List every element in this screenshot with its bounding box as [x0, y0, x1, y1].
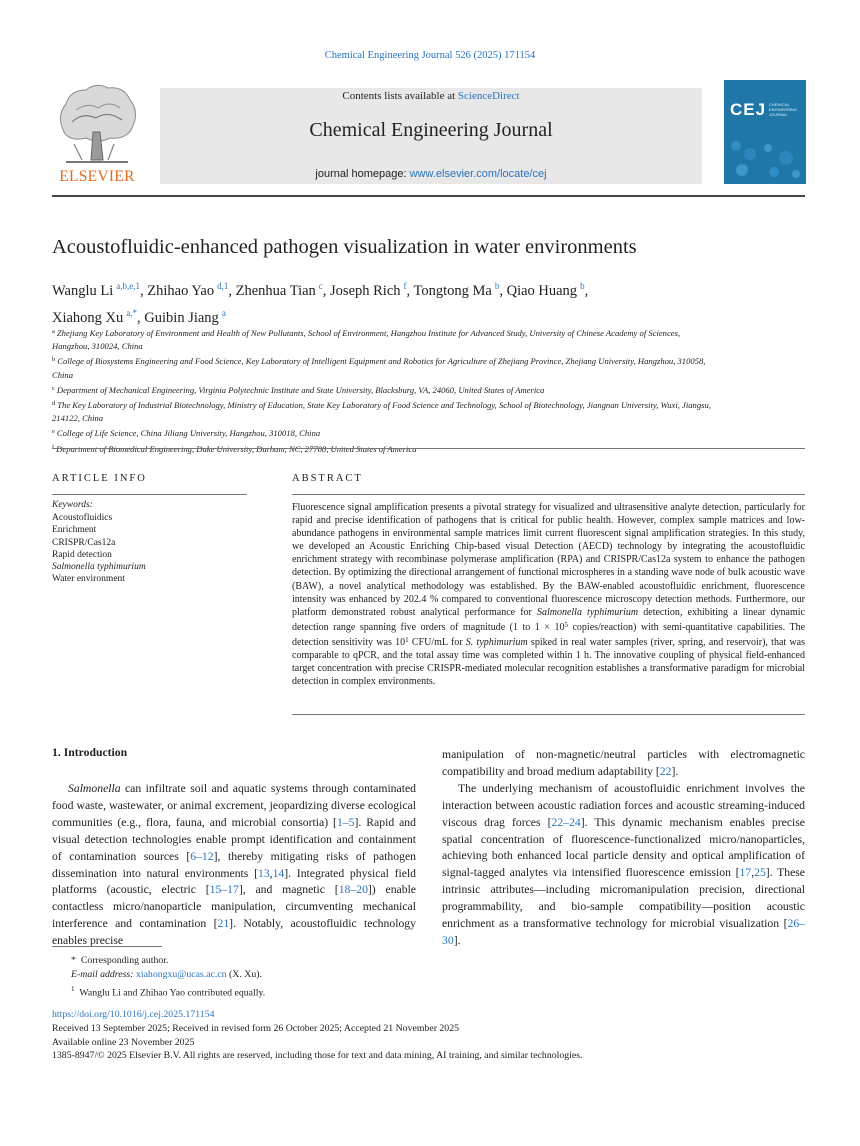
- email-note: [52, 968, 265, 982]
- journal-reference-link[interactable]: Chemical Engineering Journal 526 (2025) 171154: [324, 50, 536, 61]
- email-label: E-mail address:: [71, 969, 136, 980]
- abstract-part: copies/reaction) with semi-quantitative capabilities. The detection sensitivity was 10: [292, 621, 806, 648]
- abstract-heading: ABSTRACT: [292, 473, 363, 484]
- author-separator: ,: [228, 283, 236, 299]
- author-affiliation-marks[interactable]: a,*: [126, 308, 138, 318]
- homepage-link[interactable]: www.elsevier.com/locate/cej: [409, 168, 547, 180]
- intro-left-column: [52, 781, 416, 950]
- intro-text: ], thereby mitigating risks of pathogen dissemination into natural environments [: [52, 849, 416, 880]
- author-separator: ,: [499, 283, 507, 299]
- intro-text: ]) enable contactless micro/nanoparticle manipulation, circumventing mechanical interference and contamination [: [52, 883, 416, 931]
- author-affiliation-marks[interactable]: f: [403, 281, 407, 291]
- sciencedirect-link[interactable]: ScienceDirect: [457, 90, 520, 102]
- intro-text: ]. These intrinsic attributes—including micromanipulation precision, directional programmability, and bio-sample compatibility—position acoustic enrichment as a transformative technology for microbial visualization [: [442, 866, 805, 931]
- intro-text: ,: [269, 866, 273, 880]
- author-affiliation-marks[interactable]: b: [580, 281, 585, 291]
- keyword-item: Acoustofluidics: [52, 513, 113, 523]
- author-separator: ,: [406, 283, 414, 299]
- affiliations: [52, 325, 712, 456]
- author-name[interactable]: Zhihao Yao: [147, 283, 215, 299]
- affiliation-key: c: [52, 384, 55, 392]
- keyword-item: Salmonella typhimurium: [52, 562, 146, 573]
- intro-right-column: [442, 747, 805, 950]
- article-info-heading: ARTICLE INFO: [52, 473, 147, 484]
- affiliation-key: f: [52, 443, 55, 451]
- author-list: [52, 275, 812, 329]
- citation-link[interactable]: 15–17: [209, 883, 239, 897]
- footnote-text: (X. Xu).: [226, 969, 262, 980]
- copyright-line: 1385-8947/© 2025 Elsevier B.V. All rights are reserved, including those for text and data mining, AI training, and similar technologies.: [52, 1050, 583, 1062]
- abstract-part: CFU/mL for: [408, 636, 466, 648]
- journal-name: Chemical Engineering Journal: [309, 119, 553, 141]
- citation-link[interactable]: 21: [217, 917, 230, 931]
- footnote-mark: 1: [71, 985, 75, 993]
- intro-text: ]. This dynamic mechanism enables precise spatial concentration of fluorescence-functionalized micro/nanoparticles, achieving both enhanced local particle density and optical amplification of signal-tagged analytes via intensified fluorescence emission [: [442, 815, 805, 880]
- citation-link[interactable]: 22: [659, 764, 672, 778]
- homepage-prefix: journal homepage:: [315, 168, 410, 180]
- footnotes: [52, 954, 265, 1000]
- footnote-mark: *: [71, 955, 76, 966]
- publication-info: [52, 1008, 582, 1063]
- doi-link[interactable]: https://doi.org/10.1016/j.cej.2025.171154: [52, 1009, 215, 1020]
- cover-acronym: CEJ: [730, 100, 767, 119]
- intro-paragraph: [442, 781, 805, 950]
- abstract-part: detection, exhibiting a linear dynamic detection range spanning five orders of magnitude (1 to 1 × 10: [292, 606, 805, 633]
- abstract-italic: S. typhimurium: [465, 636, 528, 648]
- intro-text: ].: [453, 933, 461, 947]
- keywords-list: [52, 512, 146, 586]
- author-separator: ,: [140, 283, 148, 299]
- author-name[interactable]: Guibin Jiang: [144, 310, 219, 326]
- citation-link[interactable]: 22–24: [551, 815, 581, 829]
- author-affiliation-marks[interactable]: d,1: [217, 281, 229, 291]
- article-title: Acoustofluidic-enhanced pathogen visualization in water environments: [52, 236, 637, 258]
- keyword-item: CRISPR/Cas12a: [52, 537, 116, 548]
- equal-contribution-note: [52, 982, 265, 1000]
- intro-text: ].: [671, 764, 679, 778]
- intro-paragraph: [442, 747, 805, 781]
- affiliation-text: Department of Mechanical Engineering, Virginia Polytechnic Institute and State University, Blacksburg, VA, 24060, United States of America: [56, 384, 545, 395]
- citation-link[interactable]: 18–20: [338, 883, 368, 897]
- affiliation-item: [52, 425, 712, 440]
- author-name[interactable]: Zhenhua Tian: [235, 283, 316, 299]
- cover-small-text: CHEMICAL ENGINEERING JOURNAL: [769, 102, 798, 117]
- author-name[interactable]: Joseph Rich: [330, 283, 401, 299]
- intro-text: ]. Notably, acoustofluidic technology enables precise: [52, 917, 416, 948]
- intro-paragraph: [52, 781, 416, 950]
- intro-text: ]. Rapid and visual detection technologies enable prompt identification and containment of contamination sources [: [52, 815, 416, 863]
- citation-link[interactable]: 17: [739, 866, 752, 880]
- affiliation-text: Department of Biomedical Engineering, Duke University, Durham, NC, 27708, United States of America: [56, 443, 417, 454]
- keyword-item: Rapid detection: [52, 549, 112, 560]
- author-name[interactable]: Wanglu Li: [52, 283, 114, 299]
- affiliation-key: a: [52, 328, 55, 335]
- affiliation-item: [52, 382, 712, 397]
- citation-link[interactable]: 1–5: [336, 815, 355, 829]
- affiliation-key: b: [52, 356, 56, 364]
- affiliation-item: [52, 353, 712, 381]
- received-dates: Received 13 September 2025; Received in revised form 26 October 2025; Accepted 21 November 2025: [52, 1022, 459, 1034]
- author-name[interactable]: Tongtong Ma: [413, 283, 492, 299]
- abstract-superscript: 5: [564, 620, 568, 629]
- affiliation-text: College of Biosystems Engineering and Food Science, Key Laboratory of Intelligent Equipment and Robotics for Agriculture of Zhejiang Province, Zhejiang University, Hangzhou, 310058, China: [52, 356, 706, 380]
- affiliation-text: College of Life Science, China Jiliang University, Hangzhou, 310018, China: [56, 428, 321, 439]
- footnote-rule: [52, 946, 162, 947]
- intro-text: ]. Integrated physical field platforms (acoustic, electric [: [52, 866, 416, 897]
- affiliation-item: [52, 397, 712, 425]
- email-link[interactable]: xiahongxu@ucas.ac.cn: [135, 969, 227, 980]
- affiliation-text: The Key Laboratory of Industrial Biotechnology, Ministry of Education, State Key Laboratory of Food Science and Technology, School of Biotechnology, Jiangnan University, Wuxi, Jiangsu, 214122, China: [52, 400, 711, 424]
- affiliation-divider: [52, 448, 805, 449]
- citation-link[interactable]: 25: [754, 866, 766, 880]
- citation-link[interactable]: 26–30: [442, 917, 805, 947]
- abstract-text: [292, 501, 805, 688]
- journal-cover-thumbnail[interactable]: [724, 80, 806, 184]
- abstract-italic: Salmonella typhimurium: [536, 606, 639, 618]
- author-name[interactable]: Qiao Huang: [506, 283, 578, 299]
- author-separator: ,: [584, 283, 589, 299]
- author-affiliation-marks[interactable]: a: [221, 308, 226, 318]
- author-separator: ,: [137, 310, 145, 326]
- abstract-part: spiked in real water samples (river, spring, and reservoir), that was comparable to qPCR, and the total assay time was completed within 1 h. The innovative coupling of physical field-enhanced target concentration with precise CRISPR-mediated molecular recognition establishes a transformative paradigm for microbial detection in complex environments.: [292, 636, 805, 688]
- header-divider: [52, 195, 805, 197]
- intro-text: can infiltrate soil and aquatic systems through contaminated food waste, wastewater, or animal excrement, jeopardizing diverse ecological communities (e.g., flora, fauna, and microbial consortia) [: [52, 782, 416, 829]
- article-info-rule: [52, 494, 247, 495]
- intro-text: manipulation of non-magnetic/neutral particles with electromagnetic compatibility and broad medium adaptability [: [442, 748, 805, 778]
- keywords-label: Keywords:: [52, 500, 93, 510]
- footnote-text: Corresponding author.: [80, 955, 169, 966]
- citation-link[interactable]: 13: [257, 866, 270, 880]
- journal-homepage-line: [160, 168, 702, 180]
- citation-link[interactable]: 6–12: [190, 849, 214, 863]
- affiliation-key: d: [52, 400, 56, 408]
- intro-italic: Salmonella: [68, 782, 121, 795]
- intro-text: ,: [751, 866, 755, 880]
- intro-text: ], and magnetic [: [238, 883, 339, 897]
- abstract-bottom-rule: [292, 714, 805, 715]
- abstract-top-rule: [292, 494, 805, 495]
- footnote-text: Wanglu Li and Zhihao Yao contributed equally.: [79, 987, 266, 999]
- affiliation-item: [52, 325, 712, 353]
- contents-prefix: Contents lists available at: [342, 90, 458, 102]
- keyword-item: Water environment: [52, 574, 125, 585]
- keyword-item: Enrichment: [52, 525, 97, 536]
- corresponding-author-note: [52, 954, 265, 968]
- section-heading-introduction: 1. Introduction: [52, 746, 128, 759]
- author-affiliation-marks[interactable]: c: [318, 281, 323, 291]
- intro-text: The underlying mechanism of acoustofluidic enrichment involves the interaction between acoustic radiation forces and acoustic streaming-induced viscous drag forces [: [442, 781, 805, 829]
- citation-link[interactable]: 14: [272, 866, 285, 880]
- online-date: Available online 23 November 2025: [52, 1036, 195, 1048]
- publisher-logo-text: ELSEVIER: [59, 168, 135, 185]
- author-separator: ,: [322, 283, 331, 299]
- author-affiliation-marks[interactable]: b: [494, 281, 500, 291]
- author-name[interactable]: Xiahong Xu: [52, 310, 124, 326]
- author-affiliation-marks[interactable]: a,b,e,1: [116, 281, 140, 291]
- affiliation-text: Zhejiang Key Laboratory of Environment and Health of New Pollutants, School of Environment, Hangzhou Institute for Advanced Study, University of Chinese Academy of Sciences, Hangzhou, 310024, China: [52, 328, 681, 352]
- affiliation-key: e: [52, 428, 55, 436]
- contents-available-line: [160, 90, 702, 102]
- abstract-superscript: 1: [405, 635, 409, 644]
- abstract-part: Fluorescence signal amplification presents a pivotal strategy for visualized and ultrasensitive analyte detection, particularly for rapid and precise identification of pathogens that is critical for public health. However, complex sample matrices and low-abundance pathogens in environmental sample matrices limit current fluorescent signal amplification strategies. In this study, we developed an Acoustic Enriching Chip-based visual Detection (AECD) technology by integrating the acoustofluidic enrichment strategy with recombinase polymerase amplification (RPA) and CRISPR/Cas12a system to enhance the pathogen detection. By optimizing the directional arrangement of functional microspheres in a standing wave node of bulk acoustic wave (BAW), a novel analytical methodology was established. By the BAW-enabled acoustofluidic enrichment, fluorescence intensity was enhanced by 202.4 % compared to conventional fluorescence microscopy detection methods. Furthermore, our platform demonstrated robust analytical performance for: [292, 502, 805, 618]
